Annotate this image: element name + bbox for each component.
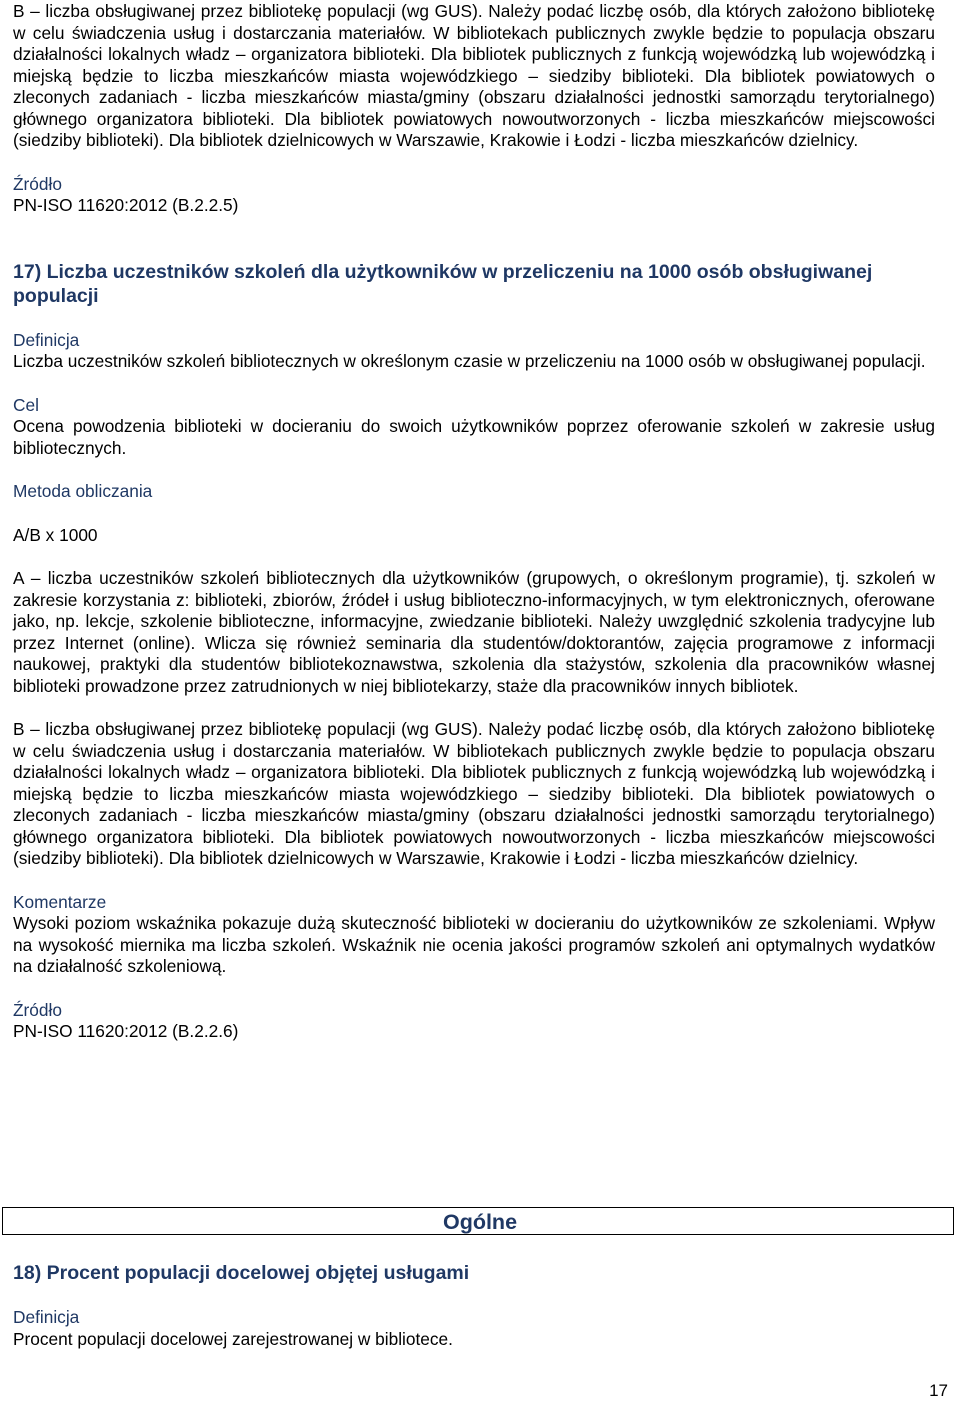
source-value: PN-ISO 11620:2012 (B.2.2.5): [13, 195, 239, 215]
document-page: [13, 0, 935, 1043]
definition-text-18: Procent populacji docelowej zarejestrowanej w bibliotece.: [13, 1328, 453, 1349]
comments-text: Wysoki poziom wskaźnika pokazuje dużą skuteczność biblioteki w docieraniu do użytkowników ze szkoleniami. Wpływ na wysokość miernika ma liczba szkoleń. Wskaźnik nie ocenia jakości programów szkoleń ani optymalnych wydatków na działalność szkoleniową.: [13, 913, 935, 976]
method-heading: Metoda obliczania: [13, 481, 153, 501]
definition-heading: Definicja: [13, 329, 80, 350]
page-number: 17: [929, 1381, 948, 1400]
b-definition: B – liczba obsługiwanej przez bibliotekę populacji (wg GUS). Należy podać liczbę osób, dla których założono bibliotekę w celu świadczenia usług i dostarczania materiałów. W bibliotekach publicznych zwykle będzie to populacja obszaru działalności lokalnych władz – organizatora biblioteki. Dla bibliotek publicznych z funkcją wojewódzką lub wojewódzką i miejską będzie to liczba mieszkańców miasta wojewódzkiego – siedziby biblioteki. Dla bibliotek powiatowych o zleconych zadaniach - liczba mieszkańców miasta/gminy (obszaru działalności jednostki samorządu terytorialnego) głównego organizatora biblioteki. Dla bibliotek powiatowych nowoutworzonych - liczba mieszkańców miejscowości (siedziby biblioteki). Dla bibliotek dzielnicowych w Warszawie, Krakowie i Łodzi - liczba mieszkańców dzielnicy.: [13, 719, 935, 868]
comments-heading: Komentarze: [13, 891, 107, 912]
source-heading: Źródło: [13, 173, 62, 194]
b-definition-continuation: B – liczba obsługiwanej przez bibliotekę populacji (wg GUS). Należy podać liczbę osób, dla których założono bibliotekę w celu świadczenia usług i dostarczania materiałów. W bibliotekach publicznych zwykle będzie to populacja obszaru działalności lokalnych władz – organizatora biblioteki. Dla bibliotek publicznych z funkcją wojewódzką lub wojewódzką i miejską będzie to liczba mieszkańców miasta wojewódzkiego – siedziby biblioteki. Dla bibliotek powiatowych o zleconych zadaniach - liczba mieszkańców miasta/gminy (obszaru działalności jednostki samorządu terytorialnego) głównego organizatora biblioteki. Dla bibliotek powiatowych nowoutworzonych - liczba mieszkańców miejscowości (siedziby biblioteki). Dla bibliotek dzielnicowych w Warszawie, Krakowie i Łodzi - liczba mieszkańców dzielnicy.: [13, 1, 935, 150]
section-17-title: 17) Liczba uczestników szkoleń dla użytkowników w przeliczeniu na 1000 osób obsługiwanej populacji: [13, 260, 873, 307]
source-value-2: PN-ISO 11620:2012 (B.2.2.6): [13, 1021, 239, 1041]
definition-text: Liczba uczestników szkoleń bibliotecznych w określonym czasie w przeliczeniu na 1000 osób w obsługiwanej populacji.: [13, 351, 926, 371]
a-definition: A – liczba uczestników szkoleń bibliotecznych dla użytkowników (grupowych, o określonym programie), tj. szkoleń w zakresie korzystania z: biblioteki, zbiorów, źródeł i usług biblioteczno-informacyjnych, w tym elektronicznych, oferowane jako, np. lekcje, szkolenie biblioteczne, informacyjne, zwiedzanie biblioteki. Należy uwzględnić szkolenia tradycyjne lub przez Internet (online). Wlicza się również seminaria dla studentów/doktorantów, zajęcia programowe z informacji naukowej, praktyki dla studentów bibliotekoznawstwa, szkolenia dla stażystów, szkolenia dla pracowników własnej biblioteki prowadzone przez zatrudnionych w niej bibliotekarzy, staże dla pracowników innych bibliotek.: [13, 568, 935, 696]
section-18: [13, 1261, 935, 1350]
section-banner-label: Ogólne: [442, 1210, 518, 1234]
section-18-title: 18) Procent populacji docelowej objętej usługami: [13, 1262, 470, 1284]
goal-heading: Cel: [13, 394, 39, 415]
goal-text: Ocena powodzenia biblioteki w docieraniu do swoich użytkowników poprzez oferowanie szkoleń w zakresie usług bibliotecznych.: [13, 416, 935, 458]
source-heading-2: Źródło: [13, 999, 62, 1020]
formula: A/B x 1000: [13, 524, 98, 545]
definition-heading-18: Definicja: [13, 1307, 80, 1327]
